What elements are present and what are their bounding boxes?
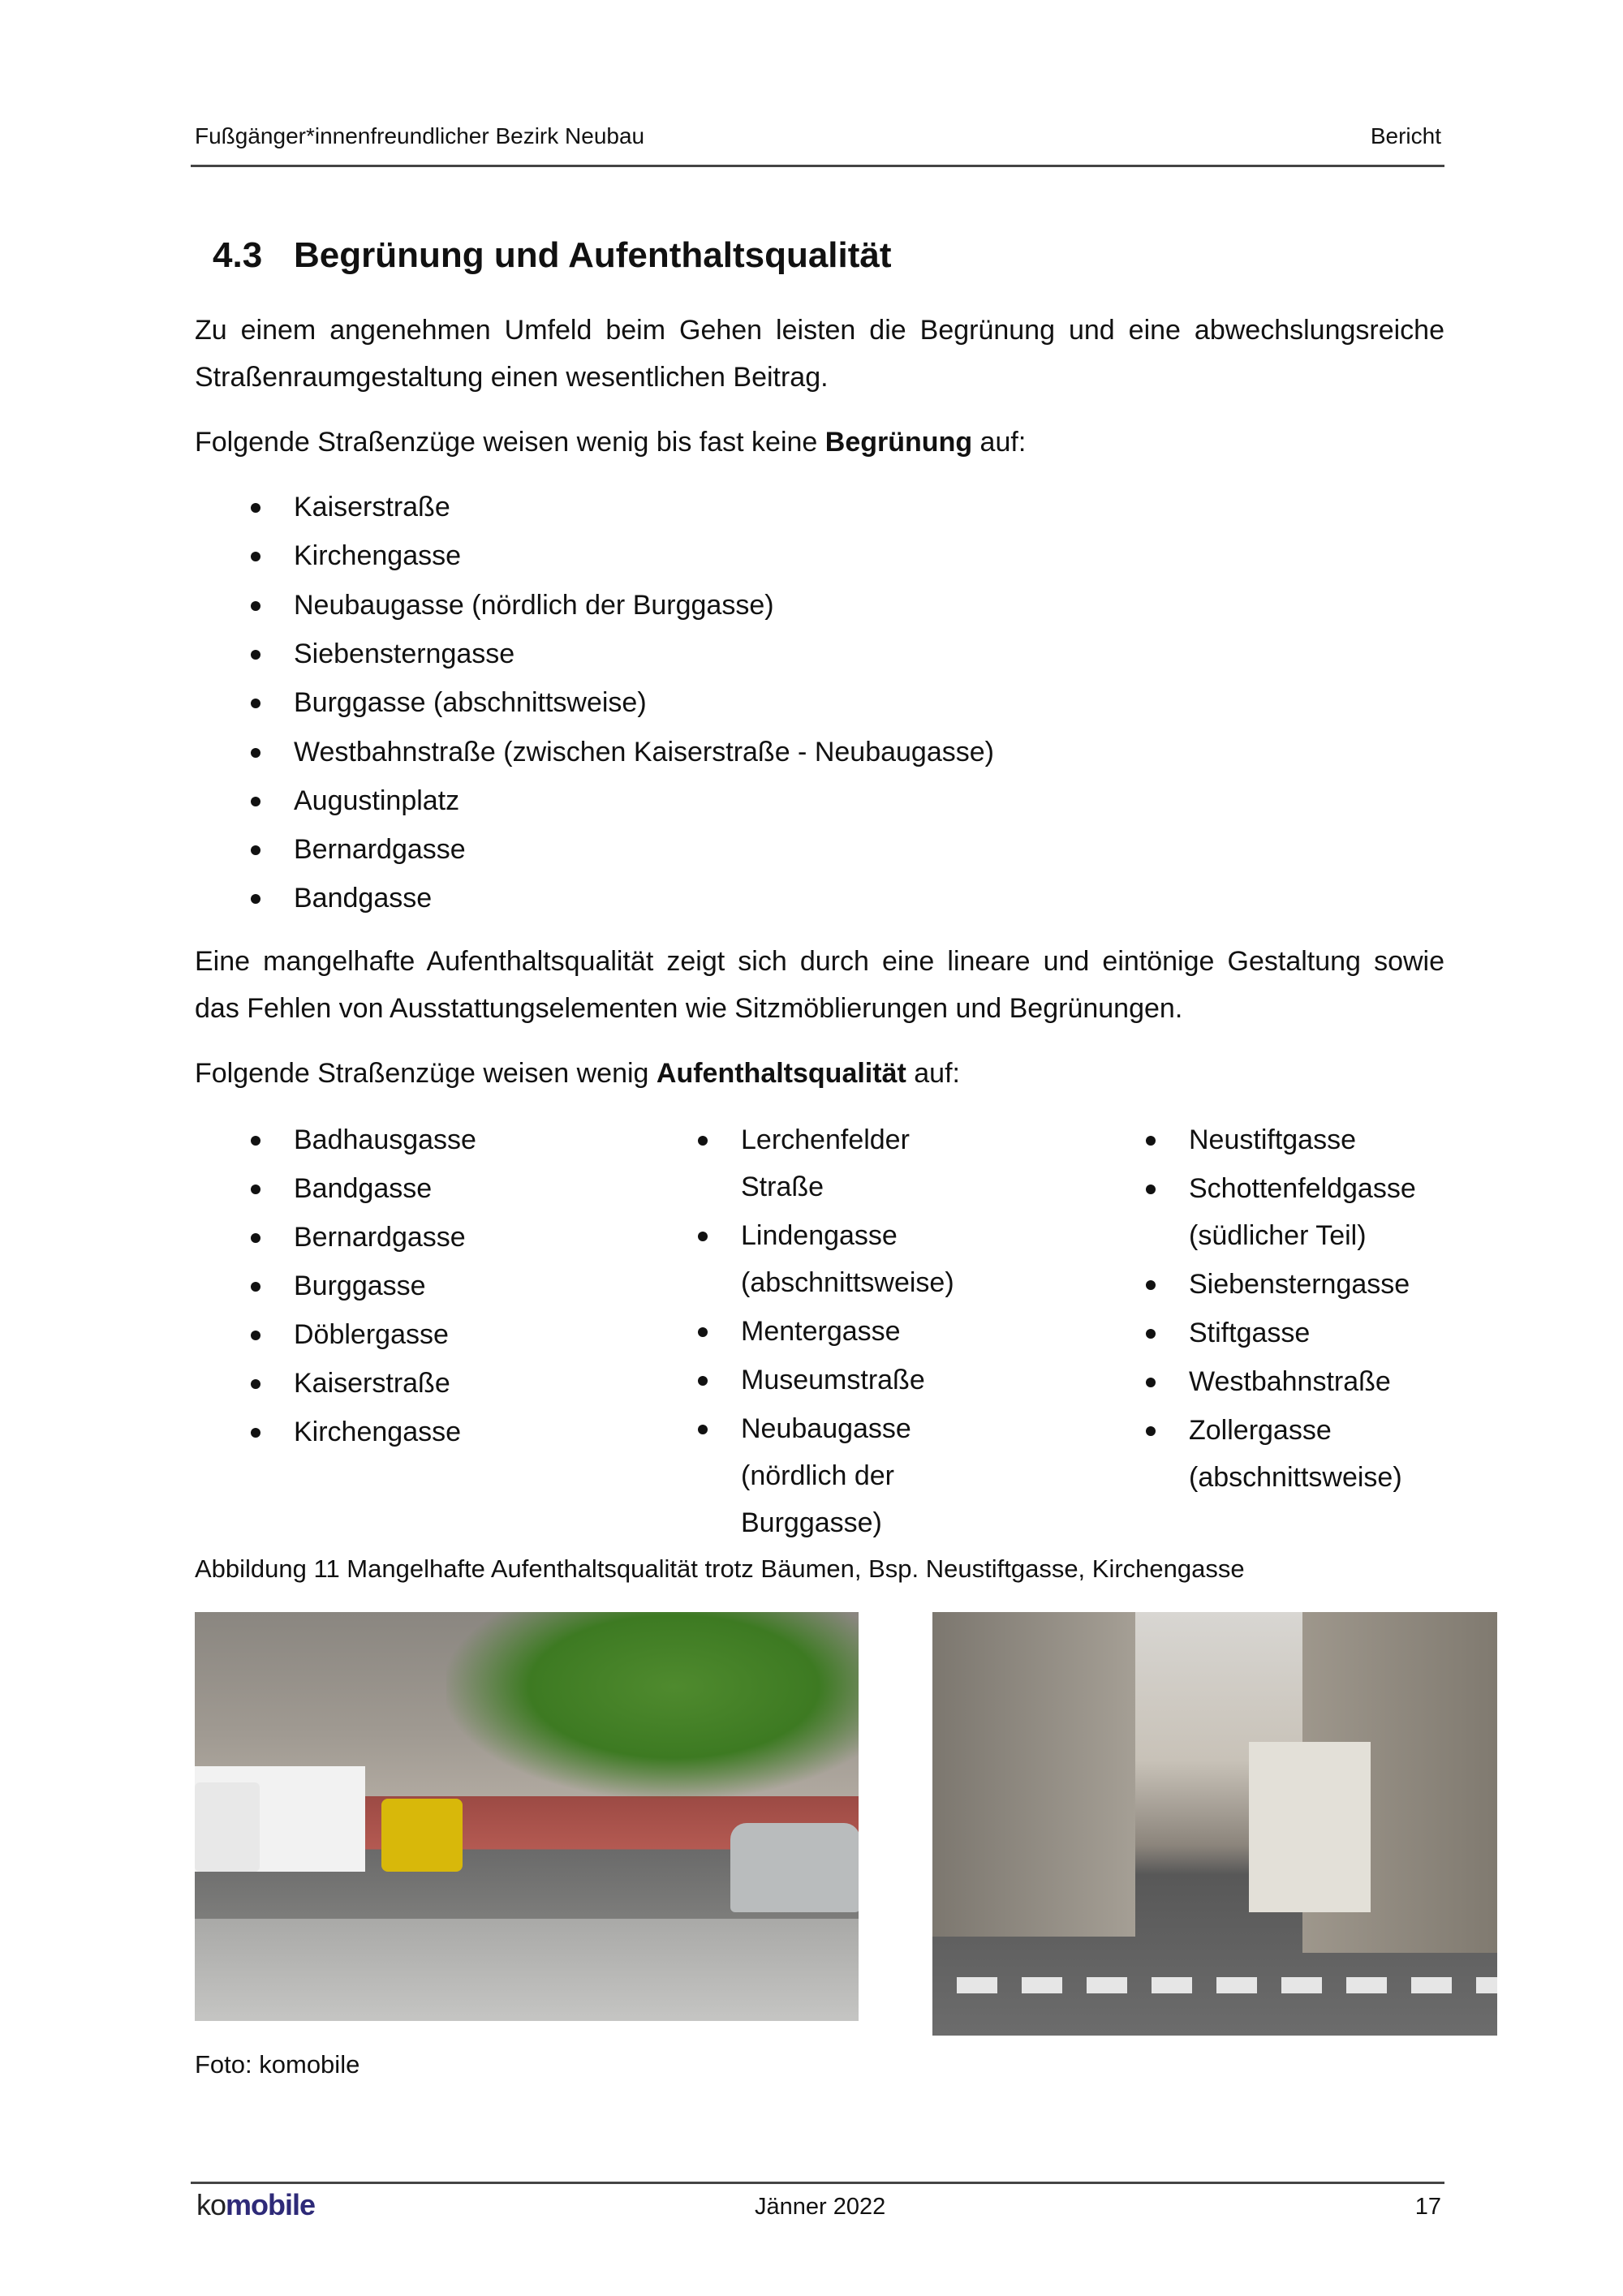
list-item: Zollergasse (abschnittsweise)	[1189, 1415, 1402, 1493]
bullet-icon	[1146, 1378, 1156, 1387]
list-item: Kirchengasse	[294, 540, 462, 572]
bullet-icon	[698, 1376, 708, 1386]
photo-kirchengasse	[932, 1612, 1497, 2036]
bullet-icon	[251, 797, 260, 806]
list-item: Burggasse	[294, 1271, 426, 1301]
intro-paragraph	[195, 307, 1444, 401]
bullet-icon	[251, 1331, 260, 1340]
white-van	[195, 1782, 260, 1872]
list-item: Lindengasse (abschnittsweise)	[741, 1220, 954, 1298]
section-heading	[213, 235, 892, 276]
crosswalk	[932, 1977, 1497, 1993]
list-item: Neubaugasse (nördlich der Burggasse)	[294, 589, 774, 621]
list-item: Augustinplatz	[294, 785, 460, 816]
bullet-icon	[251, 1428, 260, 1438]
header-rule	[191, 165, 1444, 167]
list-item: Neustiftgasse	[1189, 1124, 1356, 1155]
bullet-icon	[251, 894, 260, 904]
list-item: Bandgasse	[294, 883, 433, 914]
list-item: Schottenfeldgasse (südlicher Teil)	[1189, 1173, 1416, 1251]
distant-building	[1249, 1742, 1371, 1912]
list-item: Kaiserstraße	[294, 1368, 450, 1399]
silver-car	[730, 1823, 859, 1912]
quality-line: das Fehlen von Ausstattungselementen wie Sitzmöblierungen und Begrünungen.	[195, 993, 1183, 1024]
greening-lead: Folgende Straßenzüge weisen wenig bis fast keine Begrünung auf:	[195, 427, 1027, 458]
bullet-icon	[698, 1327, 708, 1337]
bullet-icon	[251, 503, 260, 513]
list-item: Siebensterngasse	[1189, 1269, 1410, 1300]
list-item: Museumstraße	[741, 1365, 925, 1395]
list-item: Lerchenfelder Straße	[741, 1124, 910, 1202]
komobile-logo: komobile	[196, 2188, 316, 2221]
bullet-icon	[698, 1136, 708, 1146]
intro-line: Zu einem angenehmen Umfeld beim Gehen leisten die Begrünung und eine abwechslungsreiche	[195, 315, 1444, 346]
section-number: 4.3	[213, 235, 263, 275]
bullet-icon	[1146, 1280, 1156, 1290]
list-item: Mentergasse	[741, 1316, 901, 1347]
figure-caption: Abbildung 11 Mangelhafte Aufenthaltsqualität trotz Bäumen, Bsp. Neustiftgasse, Kirchengasse	[195, 1554, 1245, 1583]
intro-line: Straßenraumgestaltung einen wesentlichen Beitrag.	[195, 362, 829, 393]
bullet-icon	[251, 552, 260, 561]
quality-lead: Folgende Straßenzüge weisen wenig Aufenthaltsqualität auf:	[195, 1058, 960, 1089]
photo-credit: Foto: komobile	[195, 2050, 360, 2079]
bullet-icon	[251, 845, 260, 855]
page-number: 17	[1414, 2194, 1441, 2220]
bullet-icon	[251, 1136, 260, 1146]
bullet-icon	[251, 1379, 260, 1389]
list-item: Siebensterngasse	[294, 638, 515, 669]
bullet-icon	[698, 1425, 708, 1434]
bullet-icon	[251, 748, 260, 758]
header-title: Fußgänger*innenfreundlicher Bezirk Neubau	[195, 123, 645, 148]
list-item: Badhausgasse	[294, 1124, 476, 1155]
bullet-icon	[698, 1232, 708, 1241]
section-title: Begrünung und Aufenthaltsqualität	[294, 235, 892, 275]
list-item: Bernardgasse	[294, 1222, 466, 1253]
list-item: Burggasse (abschnittsweise)	[294, 687, 647, 719]
bullet-icon	[1146, 1426, 1156, 1436]
tree-canopy	[446, 1612, 859, 1799]
list-item: Bernardgasse	[294, 834, 466, 866]
photo-neustiftgasse	[195, 1612, 859, 2021]
footer-date: Jänner 2022	[755, 2194, 886, 2220]
bullet-icon	[251, 699, 260, 708]
bullet-icon	[1146, 1185, 1156, 1194]
list-item: Stiftgasse	[1189, 1318, 1311, 1348]
list-item: Neubaugasse (nördlich der Burggasse)	[741, 1413, 911, 1538]
bullet-icon	[251, 650, 260, 660]
header-right: Bericht	[1370, 123, 1441, 148]
list-item: Kaiserstraße	[294, 492, 450, 522]
bullet-icon	[1146, 1329, 1156, 1339]
yellow-van	[381, 1799, 463, 1872]
bullet-icon	[1146, 1136, 1156, 1146]
bullet-icon	[251, 1233, 260, 1243]
list-item: Westbahnstraße (zwischen Kaiserstraße - Neubaugasse)	[294, 736, 994, 767]
list-item: Döblergasse	[294, 1319, 449, 1350]
list-item: Kirchengasse	[294, 1417, 462, 1447]
footer-rule	[191, 2182, 1444, 2184]
quality-paragraph	[195, 938, 1444, 1032]
quality-line: Eine mangelhafte Aufenthaltsqualität zeigt sich durch eine lineare und eintönige Gestaltung sowie	[195, 946, 1444, 977]
bullet-icon	[251, 1185, 260, 1194]
bullet-icon	[251, 601, 260, 611]
bullet-icon	[251, 1282, 260, 1292]
left-buildings	[932, 1612, 1135, 1937]
list-item: Bandgasse	[294, 1173, 433, 1204]
list-item: Westbahnstraße	[1189, 1366, 1391, 1397]
